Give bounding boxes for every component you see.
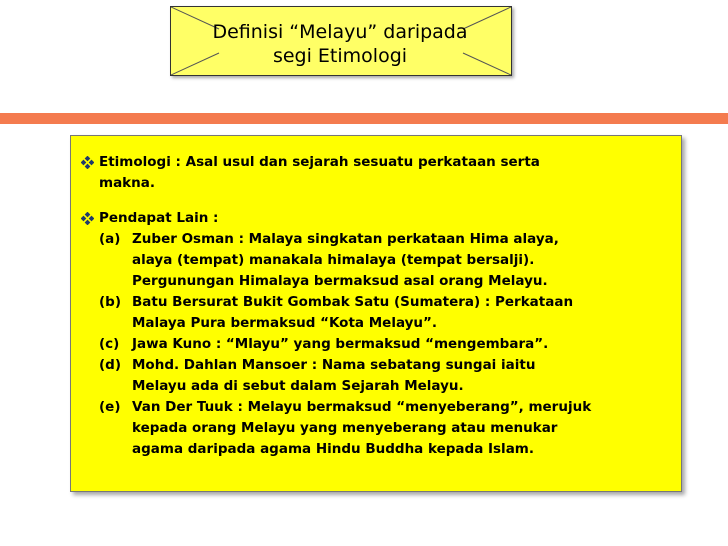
sub-item-a [79, 229, 679, 292]
list-item-pendapat-lain [79, 208, 679, 229]
sub-item-e [79, 397, 679, 460]
sub-label-e: (e) [99, 399, 121, 415]
sub-label-a: (a) [99, 231, 121, 247]
sub-b-line2: Malaya Pura bermaksud “Kota Melayu”. [132, 315, 438, 331]
slide-title [170, 20, 510, 68]
item2-heading: Pendapat Lain : [99, 210, 219, 226]
sub-label-d: (d) [99, 357, 122, 373]
sub-c-line1: Jawa Kuno : “Mlayu” yang bermaksud “mengembara”. [132, 336, 549, 352]
diamond-bullet-icon [81, 208, 94, 225]
sub-item-b [79, 292, 679, 334]
sub-e-line3: agama daripada agama Hindu Buddha kepada Islam. [132, 441, 534, 457]
accent-stripe [0, 113, 728, 124]
sub-d-line1: Mohd. Dahlan Mansoer : Nama sebatang sungai iaitu [132, 357, 536, 373]
title-line-2: segi Etimologi [272, 45, 408, 67]
sub-a-line2: alaya (tempat) manakala himalaya (tempat bersalji). [132, 252, 535, 268]
content-panel [70, 135, 682, 492]
sub-a-line3: Pergunungan Himalaya bermaksud asal orang Melayu. [132, 273, 548, 289]
sub-label-b: (b) [99, 294, 122, 310]
sub-e-line1: Van Der Tuuk : Melayu bermaksud “menyeberang”, merujuk [132, 399, 592, 415]
sub-label-c: (c) [99, 336, 120, 352]
item1-line1: Etimologi : Asal usul dan sejarah sesuatu perkataan serta [99, 154, 540, 170]
sub-d-line2: Melayu ada di sebut dalam Sejarah Melayu. [132, 378, 464, 394]
sub-b-line1: Batu Bersurat Bukit Gombak Satu (Sumatera) : Perkataan [132, 294, 574, 310]
sub-e-line2: kepada orang Melayu yang menyeberang atau menukar [132, 420, 558, 436]
diamond-bullet-icon [81, 152, 94, 169]
sub-item-c [79, 334, 679, 355]
sub-item-d [79, 355, 679, 397]
title-line-1: Definisi “Melayu” daripada [212, 21, 468, 43]
item1-line2: makna. [99, 175, 156, 191]
content-text [79, 152, 679, 460]
sub-a-line1: Zuber Osman : Malaya singkatan perkataan Hima alaya, [132, 231, 559, 247]
list-item-etimologi [79, 152, 679, 194]
